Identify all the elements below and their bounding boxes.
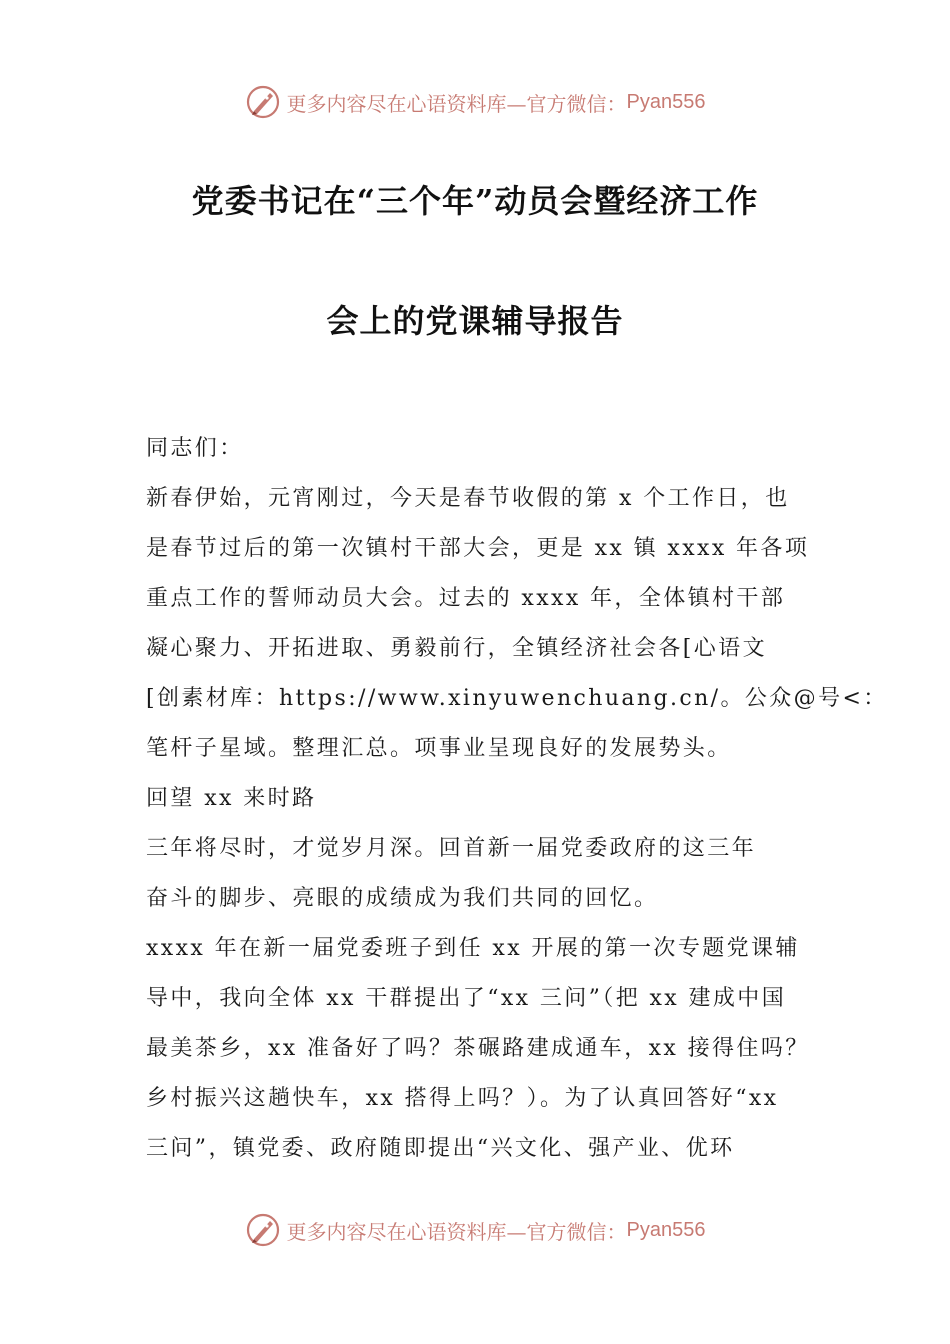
- body-line: 三问”，镇党委、政府随即提出“兴文化、强产业、优环: [146, 1136, 735, 1161]
- document-title-line-2: 会上的党课辅导报告: [326, 302, 624, 340]
- header-watermark-banner: [0, 82, 950, 122]
- body-line: 三年将尽时，才觉岁月深。回首新一届党委政府的这三年: [146, 836, 757, 861]
- body-line: 同志们：: [146, 436, 244, 461]
- body-line: 导中，我向全体 xx 干群提出了“xx 三问”（把 xx 建成中国: [146, 986, 787, 1011]
- body-line-url: [创素材库：https://www.xinyuwenchuang.cn/。公众@号<：: [146, 686, 888, 711]
- banner-text: 更多内容尽在心语资料库—官方微信：: [286, 91, 627, 116]
- body-line: 最美茶乡，xx 准备好了吗？茶碾路建成通车，xx 接得住吗？: [146, 1036, 810, 1061]
- footer-watermark-banner: [0, 1210, 950, 1250]
- banner-wechat-id: Pyan556: [626, 1218, 706, 1241]
- document-body: [146, 428, 888, 1178]
- pen-logo-icon: [245, 1212, 281, 1248]
- body-line: 凝心聚力、开拓进取、勇毅前行，全镇经济社会各[心语文: [146, 636, 767, 661]
- body-line: 奋斗的脚步、亮眼的成绩成为我们共同的回忆。: [146, 886, 659, 911]
- banner-wechat-id: Pyan556: [626, 90, 706, 113]
- body-line: 新春伊始，元宵刚过，今天是春节收假的第 x 个工作日，也: [146, 486, 790, 511]
- document-title-line-1: 党委书记在“三个年”动员会暨经济工作: [191, 182, 759, 220]
- body-line: 笔杆子星域。整理汇总。项事业呈现良好的发展势头。: [146, 736, 732, 761]
- body-line: 重点工作的誓师动员大会。过去的 xxxx 年，全体镇村干部: [146, 586, 786, 611]
- body-line: 是春节过后的第一次镇村干部大会，更是 xx 镇 xxxx 年各项: [146, 536, 810, 561]
- pen-logo-icon: [245, 84, 281, 120]
- banner-text: 更多内容尽在心语资料库—官方微信：: [286, 1219, 627, 1244]
- body-line: 乡村振兴这趟快车，xx 搭得上吗？）。为了认真回答好“xx: [146, 1086, 779, 1111]
- section-heading: 回望 xx 来时路: [146, 786, 317, 811]
- body-line: xxxx 年在新一届党委班子到任 xx 开展的第一次专题党课辅: [146, 936, 800, 961]
